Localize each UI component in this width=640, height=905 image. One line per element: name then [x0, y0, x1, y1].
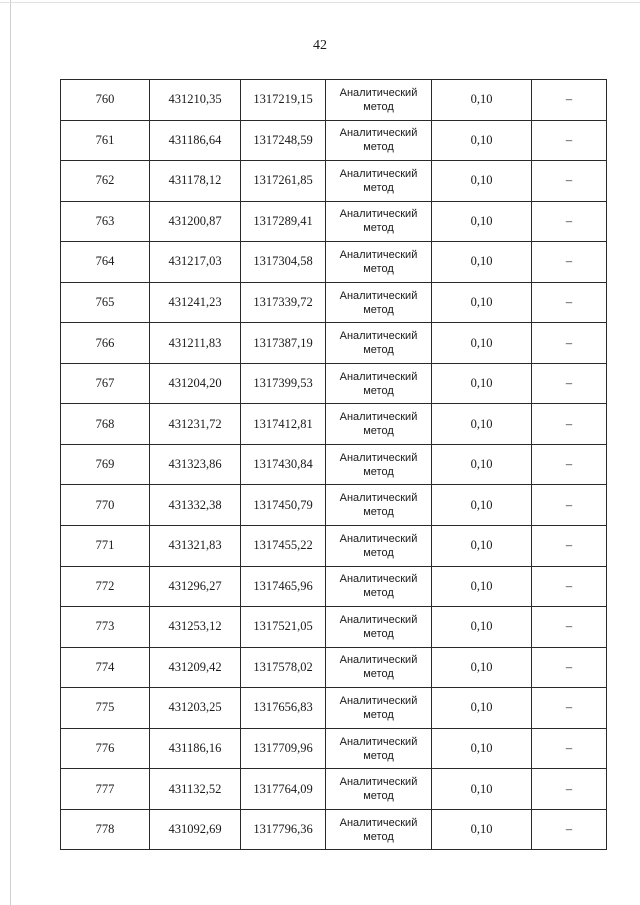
x-coordinate-cell: 431321,83 [150, 526, 241, 567]
accuracy-cell: 0,10 [432, 161, 532, 202]
note-cell: – [532, 161, 607, 202]
method-line-1: Аналитический [339, 127, 418, 140]
method-cell [326, 161, 432, 202]
point-number-cell: 760 [61, 80, 150, 121]
method-line-2: метод [363, 587, 394, 600]
x-coordinate-cell: 431200,87 [150, 201, 241, 242]
table-row [61, 485, 607, 526]
x-coordinate-cell: 431186,16 [150, 728, 241, 769]
page-number: 42 [313, 38, 327, 53]
accuracy-cell: 0,10 [432, 404, 532, 445]
method-cell [326, 80, 432, 121]
scan-edge-top [0, 2, 640, 3]
table-row [61, 444, 607, 485]
note-cell: – [532, 201, 607, 242]
table-row [61, 404, 607, 445]
x-coordinate-cell: 431204,20 [150, 363, 241, 404]
y-coordinate-cell: 1317339,72 [241, 282, 326, 323]
y-coordinate-cell: 1317450,79 [241, 485, 326, 526]
method-cell [326, 404, 432, 445]
method-line-1: Аналитический [339, 86, 418, 99]
accuracy-cell: 0,10 [432, 444, 532, 485]
accuracy-cell: 0,10 [432, 607, 532, 648]
method-cell [326, 444, 432, 485]
y-coordinate-cell: 1317709,96 [241, 728, 326, 769]
table-row [61, 566, 607, 607]
accuracy-cell: 0,10 [432, 323, 532, 364]
method-line-1: Аналитический [339, 613, 418, 626]
x-coordinate-cell: 431323,86 [150, 444, 241, 485]
accuracy-cell: 0,10 [432, 120, 532, 161]
method-cell [326, 728, 432, 769]
method-line-2: метод [363, 506, 394, 519]
y-coordinate-cell: 1317248,59 [241, 120, 326, 161]
note-cell: – [532, 607, 607, 648]
method-line-2: метод [363, 384, 394, 397]
method-line-1: Аналитический [339, 694, 418, 707]
point-number-cell: 775 [61, 688, 150, 729]
note-cell: – [532, 404, 607, 445]
method-line-1: Аналитический [339, 654, 418, 667]
note-cell: – [532, 282, 607, 323]
note-cell: – [532, 688, 607, 729]
note-cell: – [532, 526, 607, 567]
scan-edge-left [10, 0, 11, 905]
table-row [61, 526, 607, 567]
table-row [61, 323, 607, 364]
accuracy-cell: 0,10 [432, 566, 532, 607]
method-cell [326, 323, 432, 364]
table-row [61, 282, 607, 323]
y-coordinate-cell: 1317521,05 [241, 607, 326, 648]
note-cell: – [532, 769, 607, 810]
x-coordinate-cell: 431332,38 [150, 485, 241, 526]
point-number-cell: 778 [61, 809, 150, 850]
table-row [61, 80, 607, 121]
table-row [61, 647, 607, 688]
accuracy-cell: 0,10 [432, 201, 532, 242]
method-line-2: метод [363, 425, 394, 438]
point-number-cell: 771 [61, 526, 150, 567]
y-coordinate-cell: 1317764,09 [241, 769, 326, 810]
note-cell: – [532, 728, 607, 769]
x-coordinate-cell: 431217,03 [150, 242, 241, 283]
table-row [61, 769, 607, 810]
y-coordinate-cell: 1317465,96 [241, 566, 326, 607]
method-line-2: метод [363, 262, 394, 275]
method-line-2: метод [363, 749, 394, 762]
point-number-cell: 777 [61, 769, 150, 810]
note-cell: – [532, 809, 607, 850]
y-coordinate-cell: 1317412,81 [241, 404, 326, 445]
method-cell [326, 647, 432, 688]
accuracy-cell: 0,10 [432, 769, 532, 810]
method-line-2: метод [363, 830, 394, 843]
y-coordinate-cell: 1317455,22 [241, 526, 326, 567]
y-coordinate-cell: 1317289,41 [241, 201, 326, 242]
table-row [61, 809, 607, 850]
x-coordinate-cell: 431253,12 [150, 607, 241, 648]
method-line-1: Аналитический [339, 451, 418, 464]
method-line-1: Аналитический [339, 208, 418, 221]
table-row [61, 242, 607, 283]
method-cell [326, 809, 432, 850]
method-line-2: метод [363, 303, 394, 316]
method-line-1: Аналитический [339, 735, 418, 748]
note-cell: – [532, 120, 607, 161]
point-number-cell: 761 [61, 120, 150, 161]
note-cell: – [532, 647, 607, 688]
y-coordinate-cell: 1317796,36 [241, 809, 326, 850]
point-number-cell: 768 [61, 404, 150, 445]
y-coordinate-cell: 1317430,84 [241, 444, 326, 485]
x-coordinate-cell: 431241,23 [150, 282, 241, 323]
point-number-cell: 764 [61, 242, 150, 283]
method-cell [326, 201, 432, 242]
point-number-cell: 766 [61, 323, 150, 364]
note-cell: – [532, 485, 607, 526]
method-line-2: метод [363, 344, 394, 357]
point-number-cell: 770 [61, 485, 150, 526]
method-line-2: метод [363, 546, 394, 559]
x-coordinate-cell: 431203,25 [150, 688, 241, 729]
table-row [61, 688, 607, 729]
y-coordinate-cell: 1317578,02 [241, 647, 326, 688]
accuracy-cell: 0,10 [432, 485, 532, 526]
accuracy-cell: 0,10 [432, 728, 532, 769]
method-line-1: Аналитический [339, 411, 418, 424]
method-line-2: метод [363, 668, 394, 681]
accuracy-cell: 0,10 [432, 688, 532, 729]
accuracy-cell: 0,10 [432, 282, 532, 323]
table-row [61, 201, 607, 242]
note-cell: – [532, 80, 607, 121]
x-coordinate-cell: 431132,52 [150, 769, 241, 810]
table-row [61, 607, 607, 648]
method-line-1: Аналитический [339, 370, 418, 383]
accuracy-cell: 0,10 [432, 363, 532, 404]
method-cell [326, 120, 432, 161]
method-line-1: Аналитический [339, 492, 418, 505]
note-cell: – [532, 242, 607, 283]
method-cell [326, 526, 432, 567]
x-coordinate-cell: 431186,64 [150, 120, 241, 161]
method-line-1: Аналитический [339, 816, 418, 829]
accuracy-cell: 0,10 [432, 242, 532, 283]
x-coordinate-cell: 431178,12 [150, 161, 241, 202]
note-cell: – [532, 323, 607, 364]
point-number-cell: 774 [61, 647, 150, 688]
method-line-1: Аналитический [339, 330, 418, 343]
method-cell [326, 363, 432, 404]
y-coordinate-cell: 1317261,85 [241, 161, 326, 202]
y-coordinate-cell: 1317656,83 [241, 688, 326, 729]
method-line-2: метод [363, 627, 394, 640]
note-cell: – [532, 363, 607, 404]
method-line-1: Аналитический [339, 776, 418, 789]
point-number-cell: 776 [61, 728, 150, 769]
y-coordinate-cell: 1317387,19 [241, 323, 326, 364]
coordinates-table [60, 79, 607, 850]
method-line-2: метод [363, 100, 394, 113]
accuracy-cell: 0,10 [432, 526, 532, 567]
method-cell [326, 485, 432, 526]
table-row [61, 120, 607, 161]
accuracy-cell: 0,10 [432, 809, 532, 850]
table-row [61, 363, 607, 404]
method-line-2: метод [363, 790, 394, 803]
accuracy-cell: 0,10 [432, 647, 532, 688]
method-line-2: метод [363, 465, 394, 478]
method-line-1: Аналитический [339, 248, 418, 261]
x-coordinate-cell: 431209,42 [150, 647, 241, 688]
method-line-1: Аналитический [339, 167, 418, 180]
method-cell [326, 769, 432, 810]
method-line-2: метод [363, 222, 394, 235]
method-line-1: Аналитический [339, 532, 418, 545]
x-coordinate-cell: 431296,27 [150, 566, 241, 607]
x-coordinate-cell: 431231,72 [150, 404, 241, 445]
table-row [61, 161, 607, 202]
point-number-cell: 763 [61, 201, 150, 242]
x-coordinate-cell: 431092,69 [150, 809, 241, 850]
x-coordinate-cell: 431211,83 [150, 323, 241, 364]
table-row [61, 728, 607, 769]
method-line-1: Аналитический [339, 573, 418, 586]
point-number-cell: 773 [61, 607, 150, 648]
method-line-2: метод [363, 708, 394, 721]
method-cell [326, 607, 432, 648]
y-coordinate-cell: 1317304,58 [241, 242, 326, 283]
note-cell: – [532, 444, 607, 485]
method-line-2: метод [363, 141, 394, 154]
point-number-cell: 772 [61, 566, 150, 607]
point-number-cell: 769 [61, 444, 150, 485]
method-cell [326, 242, 432, 283]
accuracy-cell: 0,10 [432, 80, 532, 121]
method-cell [326, 688, 432, 729]
method-cell [326, 566, 432, 607]
y-coordinate-cell: 1317399,53 [241, 363, 326, 404]
method-line-1: Аналитический [339, 289, 418, 302]
method-line-2: метод [363, 181, 394, 194]
note-cell: – [532, 566, 607, 607]
y-coordinate-cell: 1317219,15 [241, 80, 326, 121]
point-number-cell: 762 [61, 161, 150, 202]
method-cell [326, 282, 432, 323]
x-coordinate-cell: 431210,35 [150, 80, 241, 121]
point-number-cell: 767 [61, 363, 150, 404]
point-number-cell: 765 [61, 282, 150, 323]
